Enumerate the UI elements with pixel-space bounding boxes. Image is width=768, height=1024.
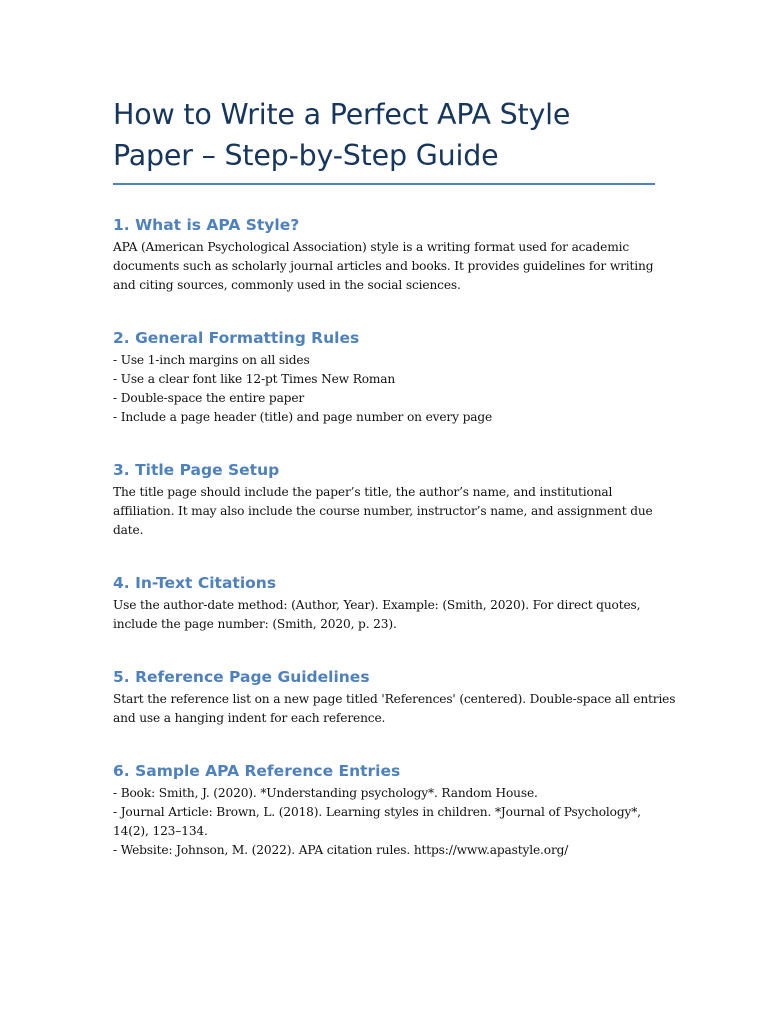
list-item: - Use a clear font like 12-pt Times New Roman	[113, 372, 396, 386]
section-body	[113, 690, 676, 728]
section-title-page	[113, 460, 655, 540]
section-formatting-rules	[113, 328, 655, 427]
body-line: The title page should include the paper’s title, the author’s name, and institutional	[113, 485, 613, 499]
section-heading: 5. Reference Page Guidelines	[113, 668, 370, 686]
section-body	[113, 351, 655, 427]
section-heading: 3. Title Page Setup	[113, 461, 280, 479]
section-body	[113, 784, 655, 860]
body-line: Use the author-date method: (Author, Year). Example: (Smith, 2020). For direct quotes,	[113, 598, 641, 612]
section-heading: 2. General Formatting Rules	[113, 329, 360, 347]
document-title: How to Write a Perfect APA Style Paper – Step-by-Step Guide	[113, 98, 571, 172]
body-line: include the page number: (Smith, 2020, p. 23).	[113, 617, 397, 631]
body-line: and citing sources, commonly used in the social sciences.	[113, 278, 461, 292]
body-line: affiliation. It may also include the course number, instructor’s name, and assignment due	[113, 504, 653, 518]
section-body	[113, 483, 655, 540]
section-in-text-citations	[113, 573, 655, 634]
body-line: date.	[113, 523, 144, 537]
list-item: - Use 1-inch margins on all sides	[113, 353, 310, 367]
body-line: documents such as scholarly journal articles and books. It provides guidelines for writing	[113, 259, 654, 273]
list-item-continuation: 14(2), 123–134.	[113, 824, 208, 838]
list-item: - Book: Smith, J. (2020). *Understanding psychology*. Random House.	[113, 786, 538, 800]
section-what-is-apa	[113, 215, 655, 295]
body-line: Start the reference list on a new page titled 'References' (centered). Double-space all entries	[113, 692, 676, 706]
body-line: APA (American Psychological Association) style is a writing format used for academic	[113, 240, 630, 254]
section-body	[113, 596, 655, 634]
list-item: - Double-space the entire paper	[113, 391, 305, 405]
list-item: - Website: Johnson, M. (2022). APA citation rules. https://www.apastyle.org/	[113, 843, 569, 857]
section-heading: 6. Sample APA Reference Entries	[113, 762, 401, 780]
section-reference-page	[113, 667, 676, 728]
list-item: - Include a page header (title) and page number on every page	[113, 410, 493, 424]
body-line: and use a hanging indent for each reference.	[113, 711, 386, 725]
section-heading: 4. In-Text Citations	[113, 574, 277, 592]
section-body	[113, 238, 655, 295]
document-page	[113, 94, 676, 860]
section-sample-references	[113, 761, 655, 860]
title-divider	[113, 183, 655, 185]
section-heading: 1. What is APA Style?	[113, 216, 300, 234]
list-item: - Journal Article: Brown, L. (2018). Learning styles in children. *Journal of Psychology*,	[113, 805, 641, 819]
